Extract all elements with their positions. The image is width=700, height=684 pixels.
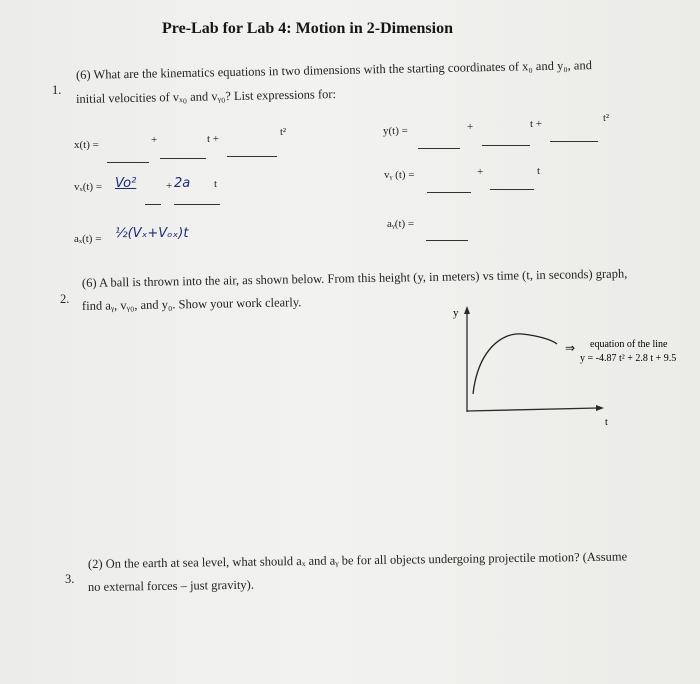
- yt-label: y(t) =: [383, 125, 408, 137]
- q2-line1: (6) A ball is thrown into the air, as shown below. From this height (y, in meters) vs time (t, in seconds) graph,: [81, 266, 628, 290]
- vyt-label: vᵧ (t) =: [384, 169, 415, 181]
- q1-line2: initial velocities of vₓ₀ and vᵧ₀? List expressions for:: [75, 87, 337, 106]
- q2-line2: find aᵧ, vᵧ₀, and y₀. Show your work clearly.: [81, 295, 302, 313]
- vxt-plus: +: [166, 180, 173, 192]
- xt-blank-2: [160, 146, 206, 164]
- equation-formula: y = -4.87 t² + 2.8 t + 9.5: [580, 353, 677, 364]
- vyt-t: t: [537, 165, 541, 177]
- vxt-answer-1: Vo²: [115, 176, 137, 191]
- yt-plus: +: [467, 121, 474, 133]
- yt-blank-2: [482, 133, 530, 151]
- ayt-blank: [426, 228, 468, 246]
- q1-line1: (6) What are the kinematics equations in two dimensions with the starting coordinates of x₀ and y₀, and: [75, 58, 593, 82]
- vyt-plus: +: [477, 166, 484, 178]
- vxt-t: t: [214, 178, 218, 190]
- yt-blank-3: [550, 129, 598, 147]
- t-axis-arrow-icon: [596, 405, 604, 411]
- ayt-label: aᵧ(t) =: [387, 218, 415, 230]
- y-axis-label: y: [453, 307, 459, 319]
- xt-blank-3: [227, 144, 277, 162]
- trajectory-curve: [473, 334, 557, 394]
- height-vs-time-graph: [440, 300, 698, 430]
- t-axis-label: t: [605, 417, 608, 428]
- arrow-icon: ⇒: [565, 341, 576, 355]
- t-axis: [467, 408, 598, 411]
- q1-number: 1.: [52, 83, 62, 97]
- y-axis-arrow-icon: [464, 306, 470, 314]
- vyt-blank-1: [427, 180, 471, 198]
- q3-line1: (2) On the earth at sea level, what should aₓ and aᵧ be for all objects undergoing projectile motion? (Assume: [87, 549, 628, 571]
- xt-t-plus: t +: [207, 133, 220, 145]
- yt-blank-1: [418, 136, 460, 154]
- vxt-answer-2: 2a: [174, 176, 191, 191]
- equation-label: equation of the line: [590, 339, 668, 350]
- q3-line2: no external forces – just gravity).: [87, 577, 254, 594]
- q2-number: 2.: [60, 292, 70, 306]
- xt-plus: +: [151, 134, 158, 146]
- yt-t-plus: t +: [530, 118, 543, 130]
- xt-t-squared: t²: [280, 127, 287, 138]
- axt-answer: ½(Vₓ+Vₒₓ)t: [115, 226, 189, 241]
- xt-blank-1: [107, 150, 149, 168]
- page-title: Pre-Lab for Lab 4: Motion in 2-Dimension: [162, 20, 453, 37]
- vyt-blank-2: [490, 177, 534, 195]
- yt-t-squared: t²: [603, 113, 610, 124]
- vxt-label: vₓ(t) =: [74, 181, 103, 193]
- vxt-blank-2: [174, 192, 220, 210]
- axt-label: aₓ(t) =: [74, 233, 102, 245]
- vxt-blank-1: [145, 192, 161, 210]
- xt-label: x(t) =: [74, 139, 99, 151]
- q3-number: 3.: [65, 572, 75, 586]
